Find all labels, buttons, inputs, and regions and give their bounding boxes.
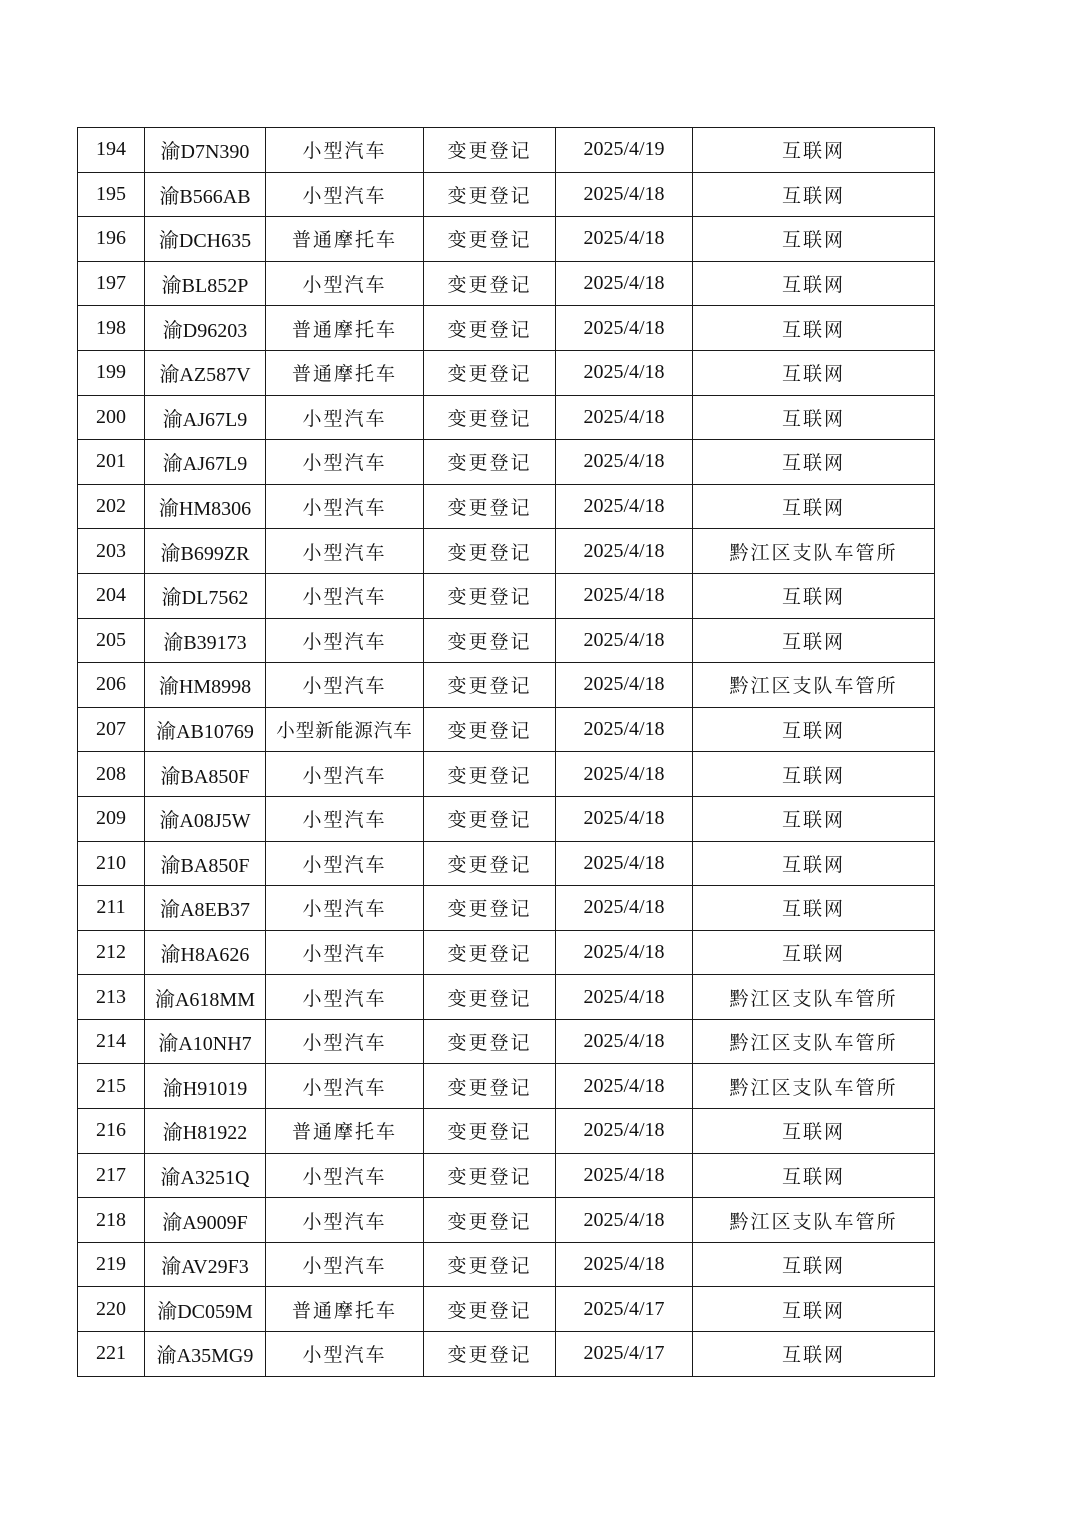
business-type-cell: 变更登记 xyxy=(424,1287,556,1332)
business-type-cell: 变更登记 xyxy=(424,1198,556,1243)
table-row xyxy=(78,796,935,841)
table-row xyxy=(78,1109,935,1154)
business-type-cell: 变更登记 xyxy=(424,1332,556,1377)
handling-place-cell: 互联网 xyxy=(693,573,935,618)
handling-place-cell: 互联网 xyxy=(693,306,935,351)
date-cell: 2025/4/17 xyxy=(556,1287,693,1332)
row-number-cell: 217 xyxy=(78,1153,145,1198)
table-row xyxy=(78,217,935,262)
row-number-cell: 194 xyxy=(78,128,145,173)
business-type-cell: 变更登记 xyxy=(424,395,556,440)
table-row xyxy=(78,440,935,485)
date-cell: 2025/4/18 xyxy=(556,440,693,485)
date-cell: 2025/4/18 xyxy=(556,350,693,395)
handling-place-cell: 互联网 xyxy=(693,1153,935,1198)
row-number-cell: 196 xyxy=(78,217,145,262)
table-row xyxy=(78,707,935,752)
row-number-cell: 199 xyxy=(78,350,145,395)
handling-place-cell: 互联网 xyxy=(693,395,935,440)
plate-number-cell: 渝A618MM xyxy=(145,975,266,1020)
business-type-cell: 变更登记 xyxy=(424,752,556,797)
plate-number-cell: 渝DCH635 xyxy=(145,217,266,262)
vehicle-type-cell: 普通摩托车 xyxy=(266,217,424,262)
row-number-cell: 195 xyxy=(78,172,145,217)
vehicle-type-cell: 小型汽车 xyxy=(266,796,424,841)
date-cell: 2025/4/18 xyxy=(556,663,693,708)
vehicle-type-cell: 小型汽车 xyxy=(266,1019,424,1064)
plate-number-cell: 渝DL7562 xyxy=(145,573,266,618)
date-cell: 2025/4/18 xyxy=(556,796,693,841)
row-number-cell: 207 xyxy=(78,707,145,752)
date-cell: 2025/4/18 xyxy=(556,707,693,752)
business-type-cell: 变更登记 xyxy=(424,1064,556,1109)
vehicle-type-cell: 普通摩托车 xyxy=(266,350,424,395)
handling-place-cell: 互联网 xyxy=(693,930,935,975)
vehicle-type-cell: 小型汽车 xyxy=(266,1242,424,1287)
plate-number-cell: 渝A10NH7 xyxy=(145,1019,266,1064)
date-cell: 2025/4/18 xyxy=(556,395,693,440)
business-type-cell: 变更登记 xyxy=(424,975,556,1020)
table-row xyxy=(78,930,935,975)
plate-number-cell: 渝BA850F xyxy=(145,752,266,797)
handling-place-cell: 互联网 xyxy=(693,217,935,262)
row-number-cell: 216 xyxy=(78,1109,145,1154)
date-cell: 2025/4/19 xyxy=(556,128,693,173)
table-row xyxy=(78,841,935,886)
plate-number-cell: 渝A9009F xyxy=(145,1198,266,1243)
table-row xyxy=(78,886,935,931)
table-row xyxy=(78,350,935,395)
date-cell: 2025/4/18 xyxy=(556,1153,693,1198)
row-number-cell: 201 xyxy=(78,440,145,485)
table-row xyxy=(78,529,935,574)
table-row xyxy=(78,1332,935,1377)
table-row xyxy=(78,1064,935,1109)
date-cell: 2025/4/18 xyxy=(556,841,693,886)
vehicle-type-cell: 小型汽车 xyxy=(266,484,424,529)
business-type-cell: 变更登记 xyxy=(424,1242,556,1287)
row-number-cell: 214 xyxy=(78,1019,145,1064)
plate-number-cell: 渝AB10769 xyxy=(145,707,266,752)
business-type-cell: 变更登记 xyxy=(424,1109,556,1154)
date-cell: 2025/4/18 xyxy=(556,573,693,618)
table-row xyxy=(78,1153,935,1198)
plate-number-cell: 渝AV29F3 xyxy=(145,1242,266,1287)
handling-place-cell: 互联网 xyxy=(693,350,935,395)
date-cell: 2025/4/18 xyxy=(556,529,693,574)
row-number-cell: 198 xyxy=(78,306,145,351)
plate-number-cell: 渝D96203 xyxy=(145,306,266,351)
table-row xyxy=(78,618,935,663)
row-number-cell: 212 xyxy=(78,930,145,975)
table-row xyxy=(78,1198,935,1243)
date-cell: 2025/4/18 xyxy=(556,930,693,975)
date-cell: 2025/4/18 xyxy=(556,484,693,529)
plate-number-cell: 渝DC059M xyxy=(145,1287,266,1332)
plate-number-cell: 渝BL852P xyxy=(145,261,266,306)
row-number-cell: 204 xyxy=(78,573,145,618)
plate-number-cell: 渝B699ZR xyxy=(145,529,266,574)
plate-number-cell: 渝AJ67L9 xyxy=(145,395,266,440)
plate-number-cell: 渝A35MG9 xyxy=(145,1332,266,1377)
date-cell: 2025/4/18 xyxy=(556,1109,693,1154)
table-row xyxy=(78,128,935,173)
date-cell: 2025/4/17 xyxy=(556,1332,693,1377)
vehicle-type-cell: 小型汽车 xyxy=(266,930,424,975)
handling-place-cell: 互联网 xyxy=(693,841,935,886)
business-type-cell: 变更登记 xyxy=(424,707,556,752)
row-number-cell: 219 xyxy=(78,1242,145,1287)
vehicle-type-cell: 小型汽车 xyxy=(266,395,424,440)
plate-number-cell: 渝HM8998 xyxy=(145,663,266,708)
plate-number-cell: 渝A8EB37 xyxy=(145,886,266,931)
date-cell: 2025/4/18 xyxy=(556,1242,693,1287)
row-number-cell: 200 xyxy=(78,395,145,440)
vehicle-type-cell: 小型汽车 xyxy=(266,886,424,931)
vehicle-type-cell: 小型汽车 xyxy=(266,172,424,217)
business-type-cell: 变更登记 xyxy=(424,306,556,351)
handling-place-cell: 互联网 xyxy=(693,440,935,485)
vehicle-type-cell: 小型汽车 xyxy=(266,1064,424,1109)
handling-place-cell: 黔江区支队车管所 xyxy=(693,975,935,1020)
vehicle-type-cell: 小型新能源汽车 xyxy=(266,707,424,752)
handling-place-cell: 互联网 xyxy=(693,172,935,217)
row-number-cell: 218 xyxy=(78,1198,145,1243)
row-number-cell: 208 xyxy=(78,752,145,797)
row-number-cell: 221 xyxy=(78,1332,145,1377)
vehicle-type-cell: 小型汽车 xyxy=(266,975,424,1020)
vehicle-type-cell: 普通摩托车 xyxy=(266,306,424,351)
registration-table xyxy=(77,127,935,1377)
vehicle-type-cell: 小型汽车 xyxy=(266,663,424,708)
vehicle-type-cell: 小型汽车 xyxy=(266,573,424,618)
row-number-cell: 213 xyxy=(78,975,145,1020)
row-number-cell: 197 xyxy=(78,261,145,306)
business-type-cell: 变更登记 xyxy=(424,172,556,217)
business-type-cell: 变更登记 xyxy=(424,440,556,485)
handling-place-cell: 互联网 xyxy=(693,1287,935,1332)
handling-place-cell: 黔江区支队车管所 xyxy=(693,663,935,708)
table-row xyxy=(78,752,935,797)
table-row xyxy=(78,1242,935,1287)
business-type-cell: 变更登记 xyxy=(424,529,556,574)
handling-place-cell: 互联网 xyxy=(693,484,935,529)
plate-number-cell: 渝H91019 xyxy=(145,1064,266,1109)
date-cell: 2025/4/18 xyxy=(556,172,693,217)
business-type-cell: 变更登记 xyxy=(424,484,556,529)
row-number-cell: 220 xyxy=(78,1287,145,1332)
business-type-cell: 变更登记 xyxy=(424,573,556,618)
table-row xyxy=(78,663,935,708)
plate-number-cell: 渝B566AB xyxy=(145,172,266,217)
handling-place-cell: 互联网 xyxy=(693,1109,935,1154)
table-row xyxy=(78,306,935,351)
handling-place-cell: 互联网 xyxy=(693,128,935,173)
date-cell: 2025/4/18 xyxy=(556,1064,693,1109)
row-number-cell: 203 xyxy=(78,529,145,574)
business-type-cell: 变更登记 xyxy=(424,1153,556,1198)
business-type-cell: 变更登记 xyxy=(424,930,556,975)
date-cell: 2025/4/18 xyxy=(556,618,693,663)
row-number-cell: 215 xyxy=(78,1064,145,1109)
business-type-cell: 变更登记 xyxy=(424,841,556,886)
row-number-cell: 210 xyxy=(78,841,145,886)
business-type-cell: 变更登记 xyxy=(424,1019,556,1064)
plate-number-cell: 渝D7N390 xyxy=(145,128,266,173)
plate-number-cell: 渝A3251Q xyxy=(145,1153,266,1198)
vehicle-type-cell: 小型汽车 xyxy=(266,440,424,485)
table-body xyxy=(78,128,935,1377)
vehicle-type-cell: 小型汽车 xyxy=(266,1332,424,1377)
row-number-cell: 206 xyxy=(78,663,145,708)
handling-place-cell: 黔江区支队车管所 xyxy=(693,1064,935,1109)
handling-place-cell: 互联网 xyxy=(693,796,935,841)
date-cell: 2025/4/18 xyxy=(556,1019,693,1064)
vehicle-type-cell: 小型汽车 xyxy=(266,752,424,797)
plate-number-cell: 渝BA850F xyxy=(145,841,266,886)
plate-number-cell: 渝B39173 xyxy=(145,618,266,663)
handling-place-cell: 互联网 xyxy=(693,261,935,306)
table-row xyxy=(78,395,935,440)
table-row xyxy=(78,1287,935,1332)
vehicle-type-cell: 小型汽车 xyxy=(266,128,424,173)
row-number-cell: 211 xyxy=(78,886,145,931)
date-cell: 2025/4/18 xyxy=(556,261,693,306)
business-type-cell: 变更登记 xyxy=(424,618,556,663)
table-row xyxy=(78,484,935,529)
business-type-cell: 变更登记 xyxy=(424,886,556,931)
date-cell: 2025/4/18 xyxy=(556,752,693,797)
date-cell: 2025/4/18 xyxy=(556,975,693,1020)
vehicle-type-cell: 小型汽车 xyxy=(266,618,424,663)
row-number-cell: 205 xyxy=(78,618,145,663)
business-type-cell: 变更登记 xyxy=(424,350,556,395)
table-row xyxy=(78,975,935,1020)
vehicle-type-cell: 小型汽车 xyxy=(266,529,424,574)
plate-number-cell: 渝AJ67L9 xyxy=(145,440,266,485)
row-number-cell: 209 xyxy=(78,796,145,841)
handling-place-cell: 互联网 xyxy=(693,618,935,663)
vehicle-type-cell: 小型汽车 xyxy=(266,841,424,886)
date-cell: 2025/4/18 xyxy=(556,306,693,351)
vehicle-type-cell: 小型汽车 xyxy=(266,1153,424,1198)
plate-number-cell: 渝H8A626 xyxy=(145,930,266,975)
vehicle-type-cell: 普通摩托车 xyxy=(266,1109,424,1154)
business-type-cell: 变更登记 xyxy=(424,217,556,262)
handling-place-cell: 互联网 xyxy=(693,886,935,931)
plate-number-cell: 渝A08J5W xyxy=(145,796,266,841)
business-type-cell: 变更登记 xyxy=(424,128,556,173)
plate-number-cell: 渝AZ587V xyxy=(145,350,266,395)
business-type-cell: 变更登记 xyxy=(424,796,556,841)
table-row xyxy=(78,172,935,217)
vehicle-type-cell: 小型汽车 xyxy=(266,261,424,306)
table-row xyxy=(78,573,935,618)
vehicle-type-cell: 小型汽车 xyxy=(266,1198,424,1243)
plate-number-cell: 渝H81922 xyxy=(145,1109,266,1154)
date-cell: 2025/4/18 xyxy=(556,886,693,931)
plate-number-cell: 渝HM8306 xyxy=(145,484,266,529)
row-number-cell: 202 xyxy=(78,484,145,529)
handling-place-cell: 黔江区支队车管所 xyxy=(693,1198,935,1243)
date-cell: 2025/4/18 xyxy=(556,217,693,262)
handling-place-cell: 黔江区支队车管所 xyxy=(693,529,935,574)
date-cell: 2025/4/18 xyxy=(556,1198,693,1243)
handling-place-cell: 互联网 xyxy=(693,707,935,752)
business-type-cell: 变更登记 xyxy=(424,663,556,708)
handling-place-cell: 互联网 xyxy=(693,1332,935,1377)
handling-place-cell: 互联网 xyxy=(693,752,935,797)
table-row xyxy=(78,261,935,306)
handling-place-cell: 互联网 xyxy=(693,1242,935,1287)
handling-place-cell: 黔江区支队车管所 xyxy=(693,1019,935,1064)
business-type-cell: 变更登记 xyxy=(424,261,556,306)
table-row xyxy=(78,1019,935,1064)
vehicle-type-cell: 普通摩托车 xyxy=(266,1287,424,1332)
